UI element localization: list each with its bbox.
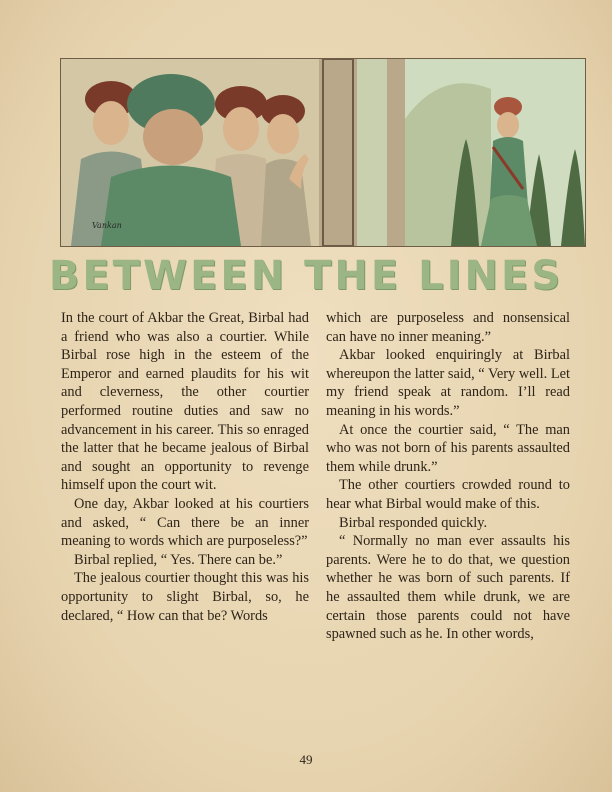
text-column-left (61, 309, 309, 625)
story-illustration (60, 58, 586, 247)
story-title: BETWEEN THE LINES (48, 253, 564, 299)
court-scene-illustration (61, 59, 585, 246)
paragraph: Akbar looked enquiringly at Birbal whereupon the latter said, “ Very well. Let my friend speak at random. I’ll read meaning in his words.” (326, 347, 570, 419)
page-number: 49 (299, 752, 313, 767)
paragraph: Birbal responded quickly. (339, 514, 488, 531)
paragraph: In the court of Akbar the Great, Birbal had a friend who was also a courtier. While Birbal rose high in the esteem of the Emperor and earned plaudits for his wit and cleverness, the other courtier performed routine duties and saw no advancement in his career. This so enraged the latter that he became jealous of Birbal and sought an opportunity to revenge himself upon the court wit. (61, 310, 309, 494)
paragraph: “ Normally no man ever assaults his parents. Were he to do that, we question whether he was born of such parents. If he assaulted them while drunk, we are certain those parents could not have spawned such as he. In other words, (326, 533, 570, 643)
paragraph: Birbal replied, “ Yes. There can be.” (74, 551, 283, 568)
artist-signature: Vankan (92, 221, 122, 230)
text-column-right (326, 309, 570, 644)
paragraph: At once the courtier said, “ The man who was not born of his parents assaulted them while drunk.” (326, 421, 570, 475)
paragraph: The jealous courtier thought this was his opportunity to slight Birbal, so, he declared, “ How can that be? Words (61, 570, 309, 624)
paragraph: The other courtiers crowded round to hear what Birbal would make of this. (326, 477, 570, 512)
paragraph: which are purposeless and nonsensical can have no inner meaning.” (326, 310, 570, 345)
paragraph: One day, Akbar looked at his courtiers and asked, “ Can there be an inner meaning to words which are purposeless?” (61, 495, 309, 550)
